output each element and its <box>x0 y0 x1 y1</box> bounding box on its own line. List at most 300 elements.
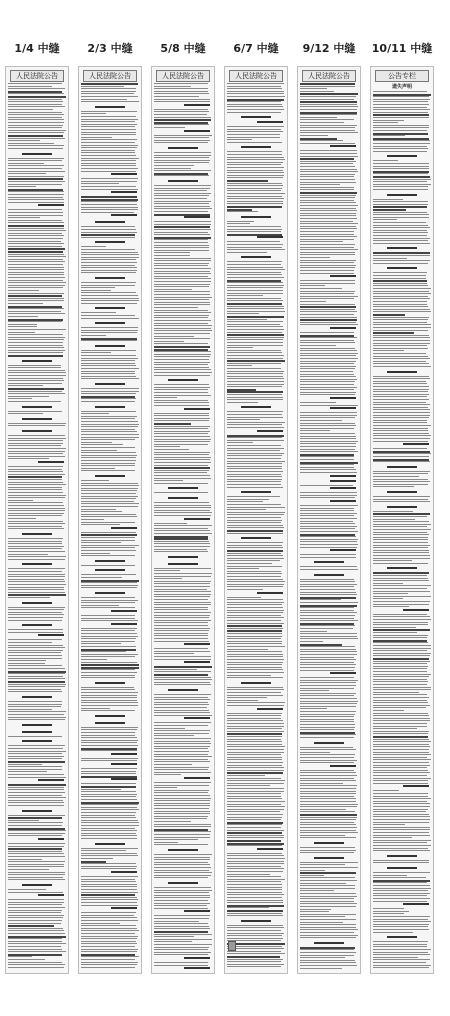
text-line <box>81 783 136 784</box>
text-line <box>227 221 254 222</box>
text-line <box>373 726 427 727</box>
text-line <box>154 887 211 888</box>
court-signature-mark <box>184 777 210 779</box>
text-line <box>81 368 139 369</box>
text-line <box>8 254 64 255</box>
text-line <box>81 295 138 296</box>
text-line <box>154 570 180 571</box>
text-line <box>373 832 429 833</box>
text-line <box>81 662 137 663</box>
text-line <box>8 800 63 801</box>
text-line <box>373 428 428 429</box>
text-line <box>300 171 358 172</box>
text-line <box>300 213 356 214</box>
text-line <box>8 375 66 376</box>
text-line <box>373 293 431 294</box>
text-line <box>154 515 211 516</box>
text-line <box>8 853 64 854</box>
text-line <box>81 962 138 963</box>
text-line <box>373 298 430 299</box>
text-line <box>227 527 284 528</box>
text-line <box>300 223 358 224</box>
text-line <box>227 811 280 812</box>
text-line <box>81 884 137 885</box>
text-line <box>81 651 126 652</box>
text-line <box>81 689 135 690</box>
text-line <box>300 880 357 881</box>
text-line <box>227 183 282 184</box>
text-line <box>300 929 358 930</box>
text-line <box>227 796 281 797</box>
text-line <box>81 794 137 795</box>
text-line <box>373 663 427 664</box>
text-line <box>81 630 135 631</box>
text-line <box>81 398 136 399</box>
text-line <box>227 422 285 423</box>
court-signature-mark <box>330 765 356 767</box>
text-line <box>300 379 357 380</box>
text-line <box>373 908 404 909</box>
gutter-label-3: 5/8 中缝 <box>160 42 206 55</box>
text-line <box>8 269 64 270</box>
text-line <box>373 720 430 721</box>
text-line <box>300 693 356 694</box>
text-line <box>227 274 282 275</box>
text-line <box>373 112 428 113</box>
text-line <box>227 700 258 701</box>
text-line <box>227 267 283 268</box>
text-line <box>227 579 283 580</box>
text-line <box>373 770 428 771</box>
text-line <box>300 811 355 812</box>
text-line <box>300 716 354 717</box>
text-line <box>300 832 358 833</box>
text-line <box>300 788 356 789</box>
text-line <box>154 271 210 272</box>
text-line <box>154 281 211 282</box>
text-line <box>154 111 209 112</box>
text-line <box>8 629 63 630</box>
text-line <box>8 197 63 198</box>
text-line <box>373 848 428 849</box>
text-line <box>81 949 138 950</box>
text-line <box>8 443 63 444</box>
text-line <box>300 244 355 245</box>
text-line <box>300 449 355 450</box>
text-line <box>81 817 136 818</box>
text-line <box>8 576 65 577</box>
text-line <box>8 795 62 796</box>
text-line <box>373 946 427 947</box>
text-line <box>81 496 138 497</box>
text-line <box>8 652 61 653</box>
text-line <box>227 677 283 678</box>
text-line <box>373 739 429 740</box>
text-line <box>154 628 210 629</box>
text-line <box>8 554 48 555</box>
text-line <box>81 928 137 929</box>
text-line <box>81 232 137 233</box>
text-line <box>81 501 134 502</box>
text-line <box>300 922 343 923</box>
text-line <box>81 656 135 657</box>
text-line <box>8 686 65 687</box>
text-line <box>8 217 40 218</box>
text-line <box>227 672 284 673</box>
text-line <box>154 137 209 138</box>
court-signature-mark <box>257 848 283 850</box>
text-line <box>300 798 356 799</box>
text-line <box>300 636 357 637</box>
text-line <box>154 170 211 171</box>
text-line <box>154 918 209 919</box>
text-line <box>373 642 428 643</box>
text-line <box>227 897 282 898</box>
gutter-label-6: 10/11 中缝 <box>371 42 433 55</box>
text-line <box>81 687 134 688</box>
text-line <box>373 350 404 351</box>
court-signature-mark <box>184 216 210 218</box>
text-line <box>8 181 65 182</box>
text-line <box>8 220 62 221</box>
text-line <box>154 452 210 453</box>
text-line <box>81 318 139 319</box>
gutter-label-2: 2/3 中缝 <box>87 42 133 55</box>
text-line <box>8 440 63 441</box>
text-line <box>227 159 285 160</box>
text-line <box>81 465 135 466</box>
text-line <box>81 705 138 706</box>
text-line <box>81 252 138 253</box>
text-line <box>154 83 208 84</box>
text-line <box>154 278 211 279</box>
text-line <box>373 705 430 706</box>
text-line <box>300 531 358 532</box>
text-line <box>81 373 135 374</box>
text-line <box>300 960 355 961</box>
text-line <box>154 936 194 937</box>
text-line <box>154 198 207 199</box>
text-line <box>373 304 427 305</box>
text-line <box>227 581 285 582</box>
text-line <box>300 469 356 470</box>
text-line <box>300 952 356 953</box>
text-line <box>227 641 282 642</box>
text-line <box>373 399 429 400</box>
text-line <box>81 654 138 655</box>
text-line <box>81 272 136 273</box>
text-line <box>154 454 209 455</box>
text-line <box>81 88 136 89</box>
text-line <box>154 543 210 544</box>
text-line <box>373 860 429 861</box>
text-line <box>81 287 115 288</box>
text-line <box>373 232 428 233</box>
text-line <box>373 911 409 912</box>
text-line <box>300 536 356 537</box>
notice-heading-mark <box>8 729 66 734</box>
text-line <box>8 789 64 790</box>
court-signature-mark <box>38 634 64 636</box>
court-signature-mark <box>330 672 356 674</box>
text-line <box>154 549 207 550</box>
text-line <box>154 954 208 955</box>
text-line <box>8 792 65 793</box>
text-line <box>300 706 356 707</box>
court-signature-mark <box>330 480 356 482</box>
text-line <box>300 358 358 359</box>
text-line <box>154 818 207 819</box>
text-line <box>81 550 136 551</box>
text-line <box>154 286 209 287</box>
text-line <box>154 364 208 365</box>
text-line <box>227 501 263 502</box>
text-line <box>154 472 207 473</box>
text-line <box>154 168 191 169</box>
text-line <box>300 654 357 655</box>
text-line <box>373 967 429 968</box>
text-line <box>373 816 430 817</box>
text-line <box>227 104 282 105</box>
text-line <box>81 695 137 696</box>
court-signature-mark <box>111 191 137 193</box>
text-line <box>81 145 138 146</box>
text-line <box>227 269 285 270</box>
court-signature-mark <box>330 549 356 551</box>
text-line <box>154 478 211 479</box>
text-line <box>373 921 431 922</box>
text-line <box>373 650 427 651</box>
text-line <box>373 471 430 472</box>
gutter-labels-row <box>0 40 450 60</box>
text-line <box>227 871 283 872</box>
text-line <box>8 915 64 916</box>
text-line <box>373 402 426 403</box>
text-line <box>227 966 281 967</box>
text-line <box>300 260 356 261</box>
text-line <box>227 547 283 548</box>
text-line <box>8 959 45 960</box>
text-line <box>373 728 417 729</box>
text-line <box>8 620 62 621</box>
text-line <box>227 394 282 395</box>
strip-title: 人民法院公告 <box>156 70 210 82</box>
text-line <box>154 659 211 660</box>
text-line <box>8 391 62 392</box>
text-line <box>300 350 357 351</box>
text-line <box>373 479 428 480</box>
text-line <box>81 352 111 353</box>
text-line <box>154 756 212 757</box>
text-line <box>154 805 210 806</box>
text-line <box>227 793 281 794</box>
text-line <box>81 444 123 445</box>
text-line <box>8 930 64 931</box>
text-line <box>373 285 428 286</box>
text-line <box>227 112 281 113</box>
text-line <box>8 508 65 509</box>
text-line <box>8 114 64 115</box>
text-line <box>227 604 282 605</box>
text-line <box>300 875 324 876</box>
court-signature-mark <box>330 145 356 147</box>
text-line <box>81 602 135 603</box>
text-line <box>373 829 430 830</box>
text-line <box>300 896 357 897</box>
text-line <box>227 646 285 647</box>
court-signature-mark <box>403 903 429 905</box>
text-line <box>81 365 136 366</box>
text-line <box>81 290 111 291</box>
text-line <box>154 892 209 893</box>
text-line <box>300 270 354 271</box>
text-line <box>227 211 258 212</box>
text-line <box>300 125 357 126</box>
text-line <box>154 949 208 950</box>
text-line <box>8 367 61 368</box>
text-line <box>227 440 284 441</box>
gutter-label-4: 6/7 中缝 <box>233 42 279 55</box>
text-line <box>81 463 135 464</box>
text-line <box>227 481 281 482</box>
notice-heading-mark <box>300 559 358 564</box>
court-signature-mark <box>184 661 210 663</box>
text-line <box>81 522 135 523</box>
text-line <box>300 618 354 619</box>
text-line <box>227 137 280 138</box>
text-line <box>300 690 329 691</box>
text-line <box>81 113 106 114</box>
text-line <box>81 605 119 606</box>
notice-heading-mark <box>154 145 212 150</box>
text-line <box>373 793 428 794</box>
text-line <box>373 217 429 218</box>
text-line <box>373 767 427 768</box>
text-line <box>154 759 208 760</box>
text-line <box>8 280 63 281</box>
text-line <box>154 323 208 324</box>
text-line <box>373 201 428 202</box>
text-line <box>227 767 284 768</box>
text-line <box>81 388 139 389</box>
text-line <box>373 790 399 791</box>
text-line <box>373 448 427 449</box>
text-line <box>300 348 355 349</box>
text-line <box>81 796 136 797</box>
text-line <box>300 291 355 292</box>
text-line <box>154 602 211 603</box>
text-line <box>300 662 354 663</box>
text-line <box>373 702 428 703</box>
text-line <box>8 261 65 262</box>
text-line <box>154 252 190 253</box>
text-line <box>227 378 284 379</box>
text-line <box>8 951 66 952</box>
text-line <box>154 867 211 868</box>
text-line <box>300 909 331 910</box>
text-line <box>8 238 63 239</box>
text-line <box>154 748 208 749</box>
text-line <box>373 718 430 719</box>
text-line <box>8 168 62 169</box>
text-line <box>227 172 284 173</box>
text-line <box>154 232 208 233</box>
text-line <box>227 845 282 846</box>
text-line <box>154 433 208 434</box>
text-line <box>8 145 64 146</box>
text-line <box>81 675 135 676</box>
text-line <box>300 932 354 933</box>
text-line <box>81 547 135 548</box>
text-line <box>373 260 430 261</box>
text-line <box>227 599 283 600</box>
text-line <box>300 425 356 426</box>
text-line <box>373 222 426 223</box>
text-line <box>373 919 428 920</box>
court-signature-mark <box>257 121 283 123</box>
gutter-strip-3 <box>151 66 215 974</box>
text-line <box>373 957 418 958</box>
gutter-label-5: 9/12 中缝 <box>302 42 356 55</box>
text-line <box>81 920 138 921</box>
notice-heading-mark <box>154 485 212 490</box>
text-line <box>373 542 428 543</box>
text-line <box>154 824 211 825</box>
text-line <box>373 929 429 930</box>
court-signature-mark <box>403 609 429 611</box>
text-line <box>81 636 138 637</box>
text-line <box>154 767 209 768</box>
text-line <box>373 780 428 781</box>
text-line <box>227 313 259 314</box>
text-line <box>373 619 431 620</box>
text-line <box>300 824 356 825</box>
text-line <box>8 706 61 707</box>
notice-heading-mark <box>81 567 139 572</box>
text-line <box>154 483 208 484</box>
text-line <box>300 864 345 865</box>
text-line <box>8 645 63 646</box>
text-line <box>154 741 210 742</box>
text-line <box>81 142 135 143</box>
text-line <box>8 861 65 862</box>
text-line <box>227 226 281 227</box>
text-line <box>300 965 357 966</box>
text-line <box>154 117 211 118</box>
text-line <box>300 955 354 956</box>
text-line <box>373 806 430 807</box>
text-line <box>154 821 191 822</box>
text-line <box>227 352 282 353</box>
text-line <box>81 732 135 733</box>
text-line <box>227 126 284 127</box>
text-line <box>300 423 355 424</box>
text-line <box>373 107 427 108</box>
text-line <box>300 547 357 548</box>
text-line <box>300 169 357 170</box>
text-line <box>154 712 210 713</box>
notice-heading-mark <box>227 254 285 259</box>
text-line <box>227 757 282 758</box>
text-line <box>154 190 207 191</box>
text-line <box>300 505 358 506</box>
text-line <box>81 848 138 849</box>
text-line <box>8 676 63 677</box>
text-line <box>8 805 64 806</box>
text-line <box>8 138 65 139</box>
text-line <box>300 664 356 665</box>
text-line <box>154 505 211 506</box>
